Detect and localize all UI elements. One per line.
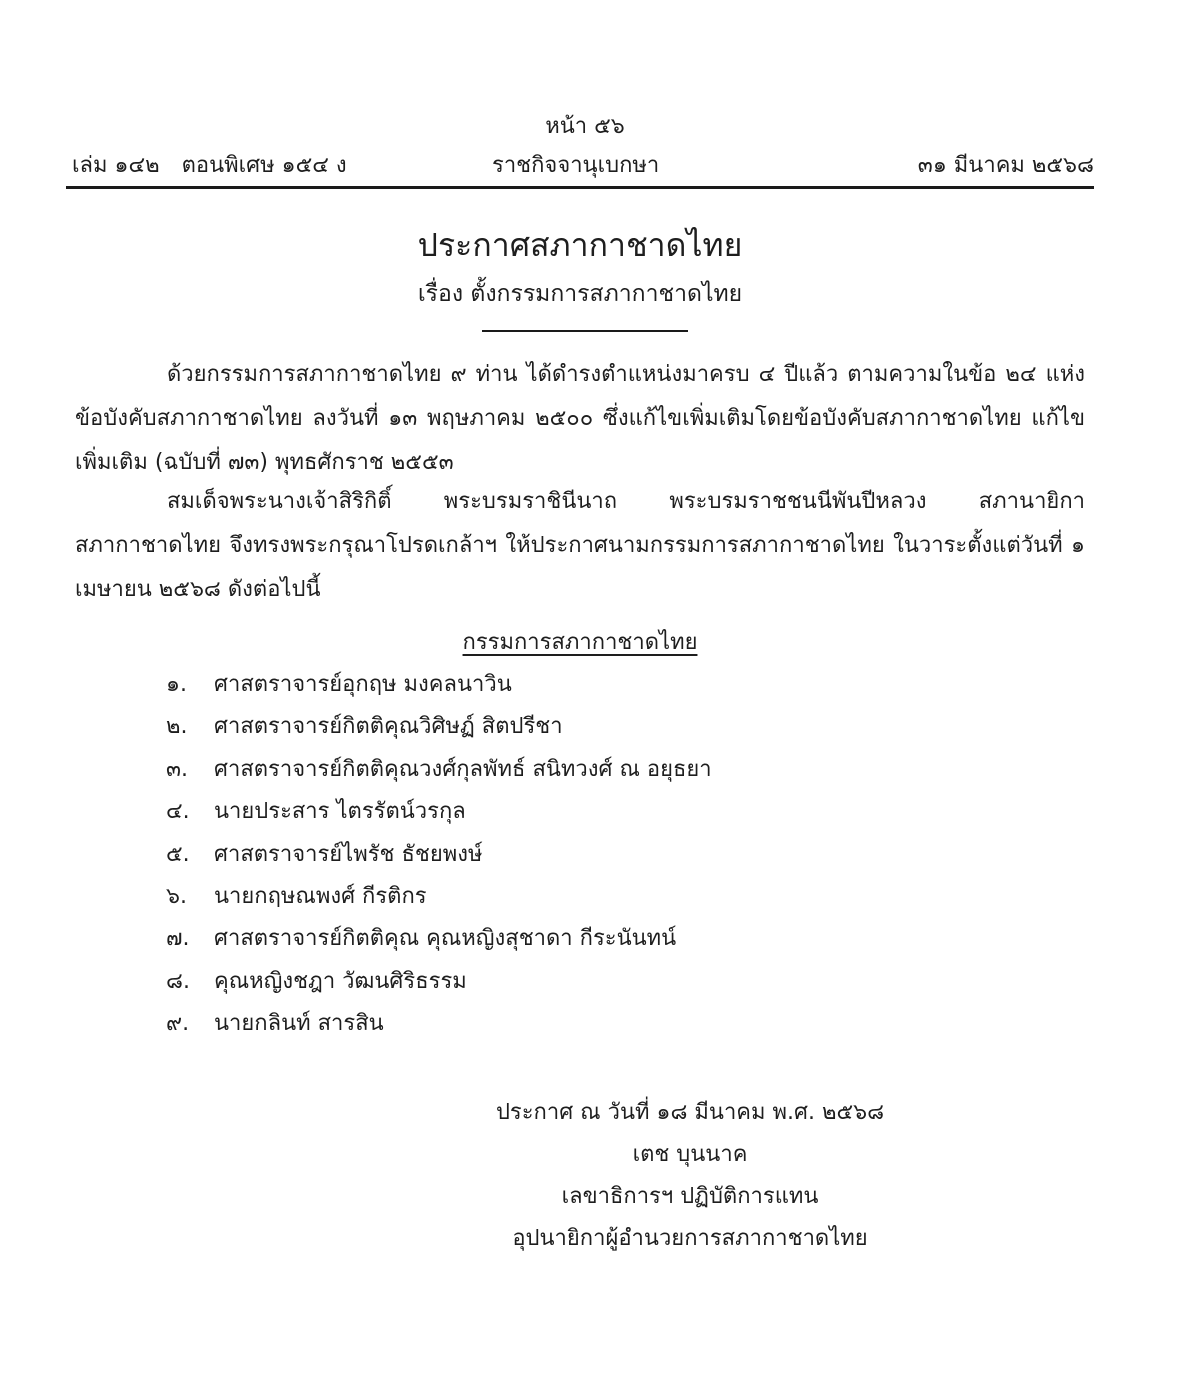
member-name: นายกลินท์ สารสิน [214, 1011, 384, 1037]
signature-block [440, 1092, 940, 1260]
publication-name: ราชกิจจานุเบกษา [492, 153, 660, 178]
issue: ตอนพิเศษ ๑๕๔ ง [181, 153, 347, 178]
signatory-position: เลขาธิการฯ ปฏิบัติการแทน [561, 1184, 819, 1209]
announcement-date: ประกาศ ณ วันที่ ๑๘ มีนาคม พ.ศ. ๒๕๖๘ [495, 1100, 885, 1125]
paragraph-text: ด้วยกรรมการสภากาชาดไทย ๙ ท่าน ได้ดำรงตำแหน่งมาครบ ๔ ปีแล้ว ตามความในข้อ ๒๔ แห่งข้อบังคับสภากาชาดไทย ลงวันที่ ๑๓ พฤษภาคม ๒๕๐๐ ซึ่งแก้ไขเพิ่มเติมโดยข้อบังคับสภากาชาดไทย แก้ไขเพิ่มเติม (ฉบับที่ ๗๓) พุทธศักราช ๒๕๕๓ [75, 362, 1085, 475]
gazette-header [72, 147, 1094, 183]
list-item [166, 876, 712, 918]
member-name: คุณหญิงชฎา วัฒนศิริธรรม [214, 968, 467, 994]
signatory-title: อุปนายิกาผู้อำนวยการสภากาชาดไทย [512, 1226, 868, 1251]
list-item [166, 1003, 712, 1045]
item-number: ๘. [166, 968, 190, 994]
list-item [166, 664, 712, 706]
item-number: ๔. [166, 799, 190, 825]
committee-member-list [166, 664, 712, 1046]
paragraph-text: สมเด็จพระนางเจ้าสิริกิติ์ พระบรมราชินีนาถ พระบรมราชชนนีพันปีหลวง สภานายิกาสภากาชาดไทย จึงทรงพระกรุณาโปรดเกล้าฯ ให้ประกาศนามกรรมการสภากาชาดไทย ในวาระตั้งแต่วันที่ ๑ เมษายน ๒๕๖๘ ดังต่อไปนี้ [75, 489, 1085, 602]
list-item [166, 791, 712, 833]
item-number: ๒. [166, 714, 188, 740]
announcement-subject: เรื่อง ตั้งกรรมการสภากาชาดไทย [417, 281, 743, 307]
body-paragraph-2 [75, 480, 1085, 612]
volume-issue [72, 147, 347, 182]
list-item [166, 918, 712, 960]
header-divider [66, 186, 1094, 189]
list-item [166, 834, 712, 876]
member-name: ศาสตราจารย์กิตติคุณวงศ์กุลพัทธ์ สนิทวงศ์ ณ อยุธยา [214, 756, 712, 782]
item-number: ๙. [166, 1011, 190, 1037]
member-name: นายประสาร ไตรรัตน์วรกุล [214, 799, 466, 825]
publication-date: ๓๑ มีนาคม ๒๕๖๘ [917, 153, 1094, 178]
announcement-title: ประกาศสภากาชาดไทย [417, 226, 743, 264]
member-name: นายกฤษณพงศ์ กีรติกร [214, 883, 427, 909]
item-number: ๓. [166, 756, 189, 782]
list-item [166, 706, 712, 748]
member-name: ศาสตราจารย์อุกฤษ มงคลนาวิน [214, 672, 512, 697]
list-item [166, 961, 712, 1003]
list-item [166, 749, 712, 791]
body-paragraph-1 [75, 353, 1085, 485]
page-number: หน้า ๕๖ [545, 114, 625, 139]
committee-heading: กรรมการสภากาชาดไทย [462, 630, 698, 655]
member-name: ศาสตราจารย์ไพรัช ธัชยพงษ์ [214, 841, 483, 867]
item-number: ๖. [166, 883, 187, 909]
title-divider [482, 330, 688, 332]
signatory-name: เตช บุนนาค [632, 1142, 748, 1167]
item-number: ๑. [166, 672, 187, 697]
member-name: ศาสตราจารย์กิตติคุณ คุณหญิงสุชาดา กีระนันทน์ [214, 926, 677, 952]
member-name: ศาสตราจารย์กิตติคุณวิศิษฏ์ สิตปรีชา [214, 714, 563, 740]
item-number: ๕. [166, 841, 190, 867]
item-number: ๗. [166, 926, 190, 952]
volume: เล่ม ๑๔๒ [72, 153, 160, 178]
